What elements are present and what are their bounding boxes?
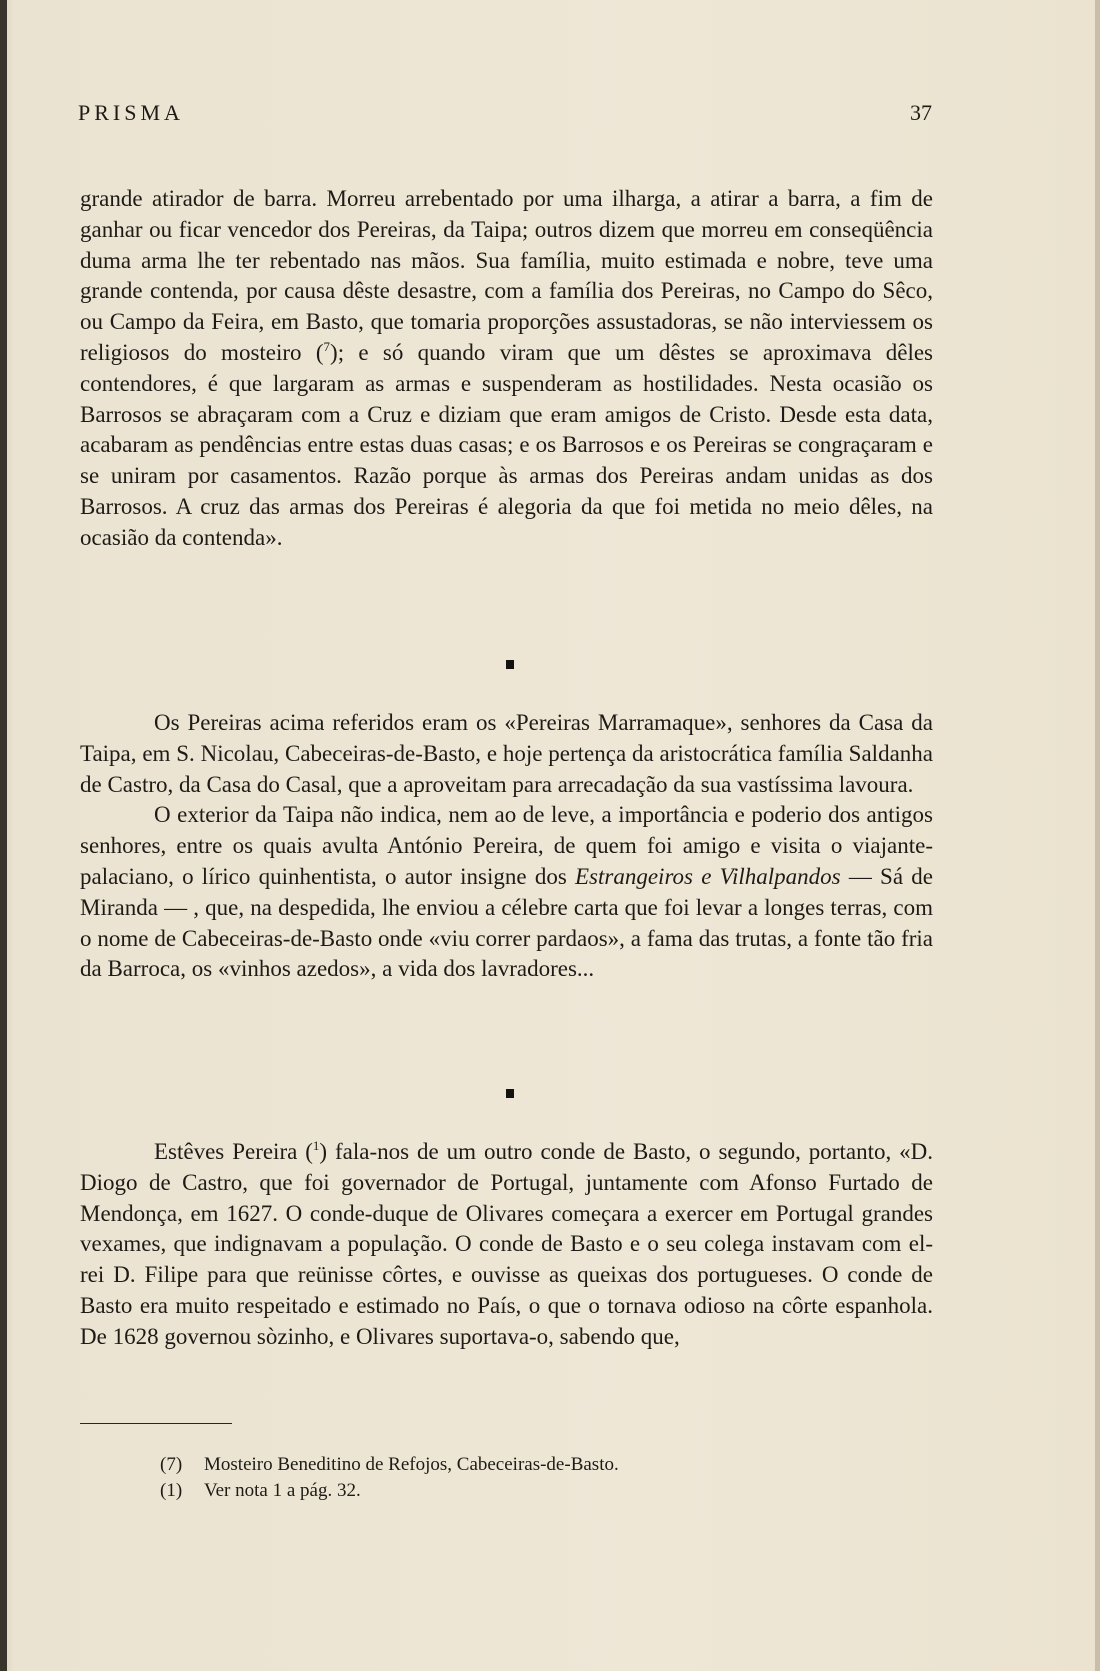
section-separator-2 bbox=[506, 1089, 514, 1098]
footnote-rule bbox=[80, 1423, 232, 1424]
footnote-1 bbox=[160, 1478, 880, 1504]
section-separator-1 bbox=[506, 660, 514, 669]
footnote-text: Mosteiro Beneditino de Refojos, Cabeceiras-de-Basto. bbox=[204, 1454, 619, 1475]
paragraph-1 bbox=[80, 184, 933, 554]
footnote-marker: (1) bbox=[160, 1480, 183, 1501]
section-2 bbox=[80, 708, 933, 985]
paragraph-3 bbox=[80, 800, 933, 985]
footnote-7 bbox=[160, 1452, 880, 1478]
paragraph-1-text-b: ); e só quando viram que um dêstes se aproximava dêles contendores, é que largaram as armas e suspenderam as hostilidades. Nesta ocasião os Barrosos se abraçaram com a Cruz e diziam que eram amigos de Cristo. Desde esta data, acabaram as pendências entre estas duas casas; e os Barrosos e os Pereiras se congraçaram e se uniram por casamentos. Razão porque às armas dos Pereiras andam unidas as dos Barrosos. A cruz das armas dos Pereiras é alegoria da que foi metida no meio dêles, na ocasião da contenda». bbox=[80, 339, 933, 550]
footnotes bbox=[160, 1452, 880, 1504]
paragraph-4 bbox=[80, 1137, 933, 1353]
running-header bbox=[78, 100, 932, 126]
paragraph-3-text-b: — Sá de Miranda — , que, na despedida, lhe enviou a célebre carta que foi levar a longes terras, com o nome de Cabeceiras-de-Basto onde «viu correr pardaos», a fama das trutas, a fonte tão fria da Barroca, os «vinhos azedos», a vida dos lavradores... bbox=[80, 863, 933, 982]
paragraph-1-text-a: grande atirador de barra. Morreu arrebentado por uma ilharga, a atirar a barra, a fim de ganhar ou ficar vencedor dos Pereiras, da Taipa; outros dizem que morreu em conseqüência duma arma lhe ter rebentado nas mãos. Sua família, muito estimada e nobre, teve uma grande contenda, por causa dêste desastre, com a família dos Pereiras, no Campo do Sêco, ou Campo da Feira, em Basto, que tomaria proporções assustadoras, se não interviessem os religiosos do mosteiro ( bbox=[80, 186, 933, 365]
paragraph-2: Os Pereiras acima referidos eram os «Pereiras Marramaque», senhores da Casa da Taipa, em S. Nicolau, Cabeceiras-de-Basto, e hoje pertença da aristocrática família Saldanha de Castro, da Casa do Casal, que a aproveitam para arrecadação da sua vastíssima lavoura. bbox=[80, 710, 933, 797]
work-title: Estrangeiros e Vilhalpandos bbox=[575, 863, 841, 889]
footnote-ref-7[interactable]: 7 bbox=[323, 338, 331, 354]
paragraph-4-text-b: ) fala-nos de um outro conde de Basto, o segundo, portanto, «D. Diogo de Castro, que foi governador de Portugal, juntamente com Afonso Furtado de Mendonça, em 1627. O conde-duque de Olivares começara a exercer em Portugal grandes vexames, que indignavam a população. O conde de Basto e o seu colega instavam com el-rei D. Filipe para que reünisse côrtes, e ouvisse as queixas dos portugueses. O conde de Basto era muito respeitado e estimado no País, o que o tornava odioso na côrte espanhola. De 1628 governou sòzinho, e Olivares suportava-o, sabendo que, bbox=[80, 1139, 933, 1349]
page-number: 37 bbox=[910, 100, 932, 125]
paragraph-4-text-a: Estêves Pereira ( bbox=[154, 1139, 313, 1164]
journal-title: PRISMA bbox=[78, 100, 184, 125]
footnote-text: Ver nota 1 a pág. 32. bbox=[204, 1480, 361, 1501]
paragraph-3-text-a: O exterior da Taipa não indica, nem ao de leve, a importância e poderio dos antigos senhores, entre os quais avulta António Pereira, de quem foi amigo e visita o viajante-palaciano, o lírico quinhentista, o autor insigne dos bbox=[80, 802, 933, 889]
footnote-ref-1[interactable]: 1 bbox=[312, 1138, 320, 1153]
footnote-marker: (7) bbox=[160, 1454, 183, 1475]
